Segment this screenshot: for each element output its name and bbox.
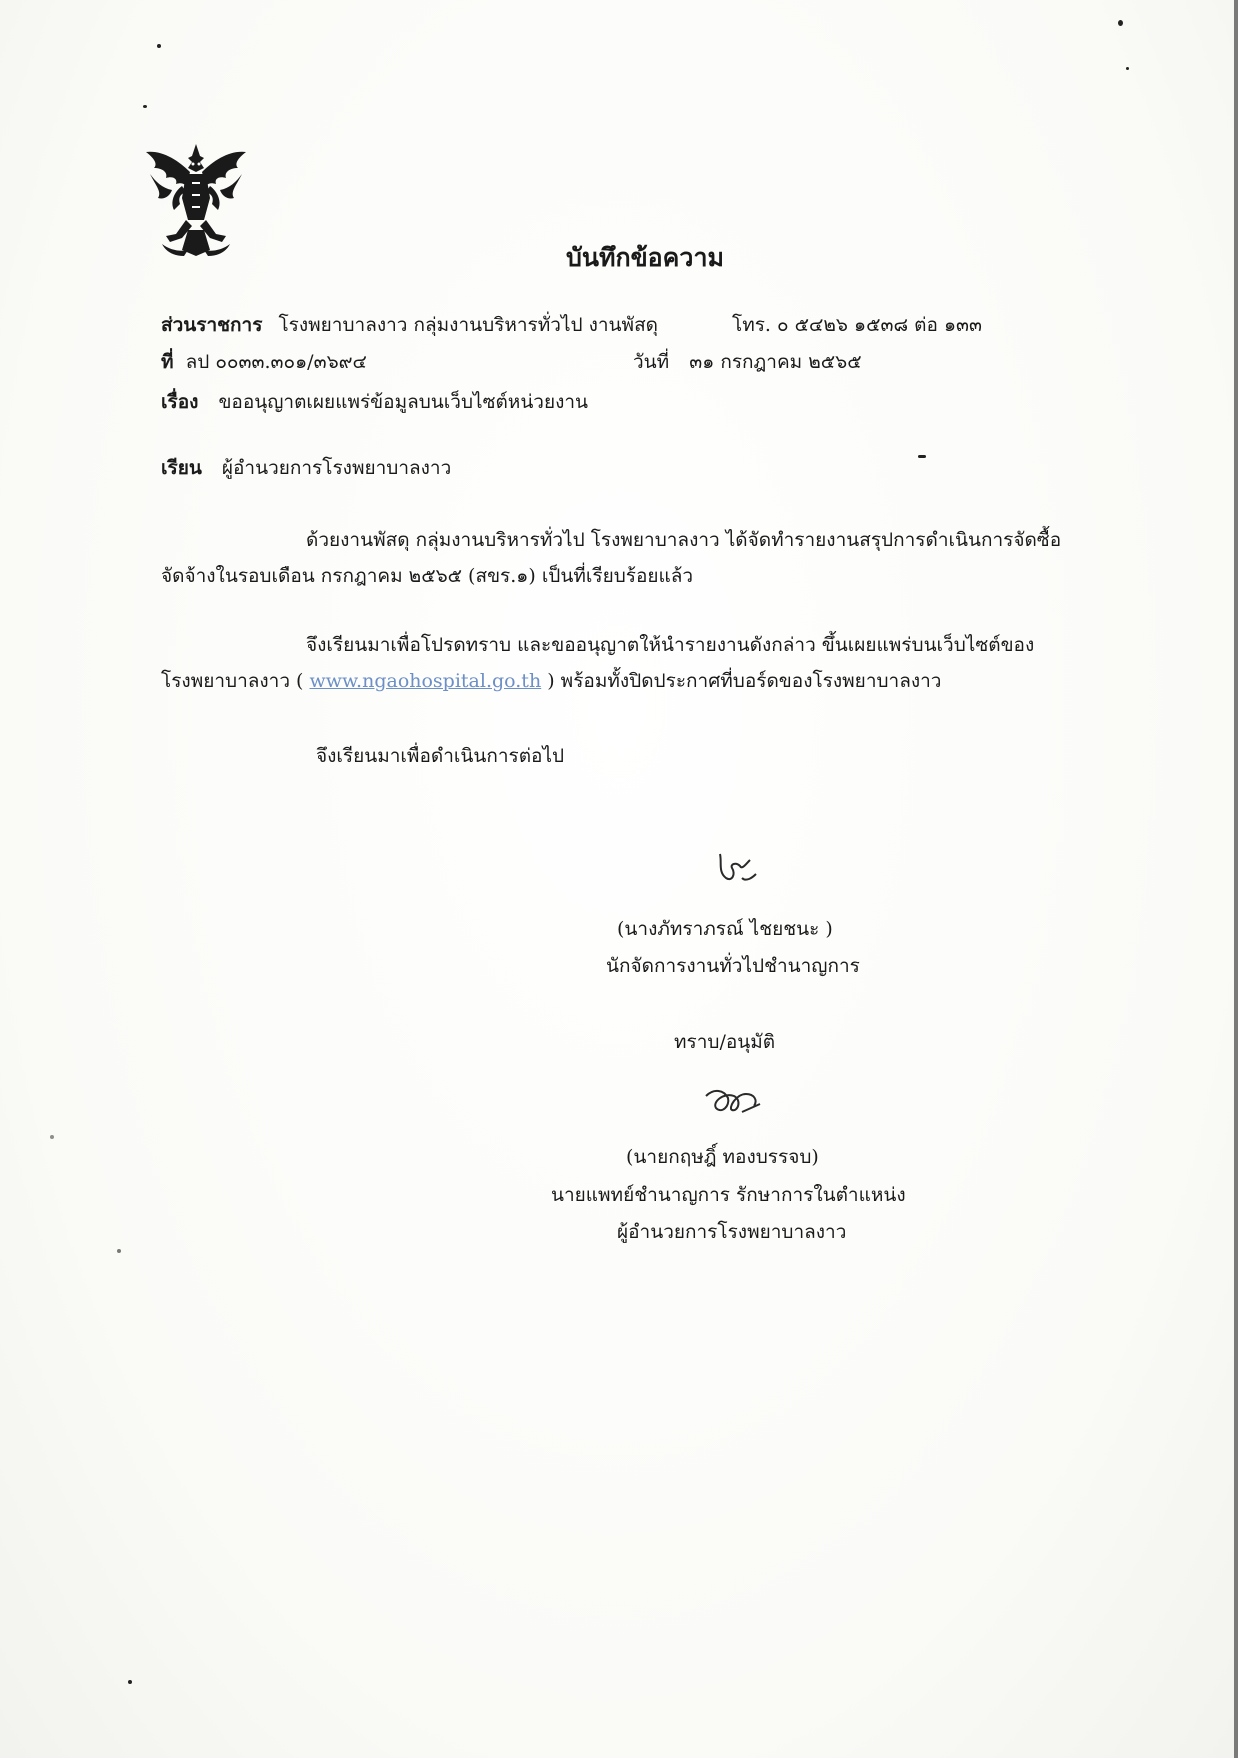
- paragraph-2-suffix: ) พร้อมทั้งปิดประกาศที่บอร์ดของโรงพยาบาลงาว: [547, 670, 942, 692]
- signer-2-position-1: นายแพทย์ชำนาญการ รักษาการในตำแหน่ง: [551, 1184, 906, 1206]
- subject-value: ขออนุญาตเผยแพร่ข้อมูลบนเว็บไซต์หน่วยงาน: [218, 391, 589, 413]
- reference-value: ลป ๐๐๓๓.๓๐๑/๓๖๙๔: [185, 351, 367, 373]
- scan-speck: [918, 455, 926, 458]
- recipient-label: เรียน: [161, 457, 202, 479]
- signer-1-position: นักจัดการงานทั่วไปชำนาญการ: [606, 955, 860, 977]
- date-label: วันที่: [633, 351, 670, 373]
- signer-2-position-2: ผู้อำนวยการโรงพยาบาลงาว: [617, 1221, 847, 1243]
- signer-2-name: (นายกฤษฎิ์ ทองบรรจบ): [626, 1146, 819, 1168]
- agency-label: ส่วนราชการ: [161, 314, 263, 336]
- garuda-emblem-icon: [140, 138, 252, 258]
- recipient-row: [161, 453, 451, 483]
- website-link[interactable]: www.ngaohospital.go.th: [309, 670, 542, 692]
- phone-number: โทร. ๐ ๕๔๒๖ ๑๕๓๘ ต่อ ๑๓๓: [732, 314, 982, 336]
- scan-speck: [128, 1680, 132, 1684]
- subject-label: เรื่อง: [161, 391, 199, 413]
- agency-value: โรงพยาบาลงาว กลุ่มงานบริหารทั่วไป งานพัสดุ: [278, 314, 659, 336]
- signature-mark-2: [702, 1082, 766, 1122]
- reference-row: [161, 347, 367, 377]
- scan-speck: [117, 1249, 121, 1253]
- scan-speck: [143, 105, 147, 108]
- scan-edge: [1234, 0, 1238, 1758]
- subject-row: [161, 387, 588, 417]
- scan-speck: [1126, 67, 1129, 70]
- agency-row: [161, 310, 658, 340]
- scan-speck: [157, 44, 161, 48]
- date-row: [633, 347, 862, 377]
- scan-speck: [1118, 20, 1123, 26]
- paragraph-2-prefix: โรงพยาบาลงาว (: [161, 670, 304, 692]
- signature-mark-1: [712, 848, 760, 892]
- paragraph-2-line-1: จึงเรียนมาเพื่อโปรดทราบ และขออนุญาตให้นำรายงานดังกล่าว ขึ้นเผยแพร่บนเว็บไซต์ของ: [306, 634, 1035, 656]
- date-value: ๓๑ กรกฎาคม ๒๕๖๕: [689, 351, 862, 373]
- approval-text: ทราบ/อนุมัติ: [674, 1031, 776, 1053]
- recipient-value: ผู้อำนวยการโรงพยาบาลงาว: [221, 457, 452, 479]
- reference-label: ที่: [161, 351, 174, 373]
- paragraph-2-line-2: [161, 666, 941, 696]
- scan-speck: [50, 1135, 54, 1139]
- paragraph-1-line-2: จัดจ้างในรอบเดือน กรกฎาคม ๒๕๖๕ (สขร.๑) เป็นที่เรียบร้อยแล้ว: [161, 565, 694, 587]
- memo-title: บันทึกข้อความ: [566, 243, 724, 272]
- paragraph-1-line-1: ด้วยงานพัสดุ กลุ่มงานบริหารทั่วไป โรงพยาบาลงาว ได้จัดทำรายงานสรุปการดำเนินการจัดซื้อ: [306, 529, 1062, 551]
- signer-1-name: (นางภัทราภรณ์ ไชยชนะ ): [617, 918, 833, 940]
- closing-line: จึงเรียนมาเพื่อดำเนินการต่อไป: [316, 745, 565, 767]
